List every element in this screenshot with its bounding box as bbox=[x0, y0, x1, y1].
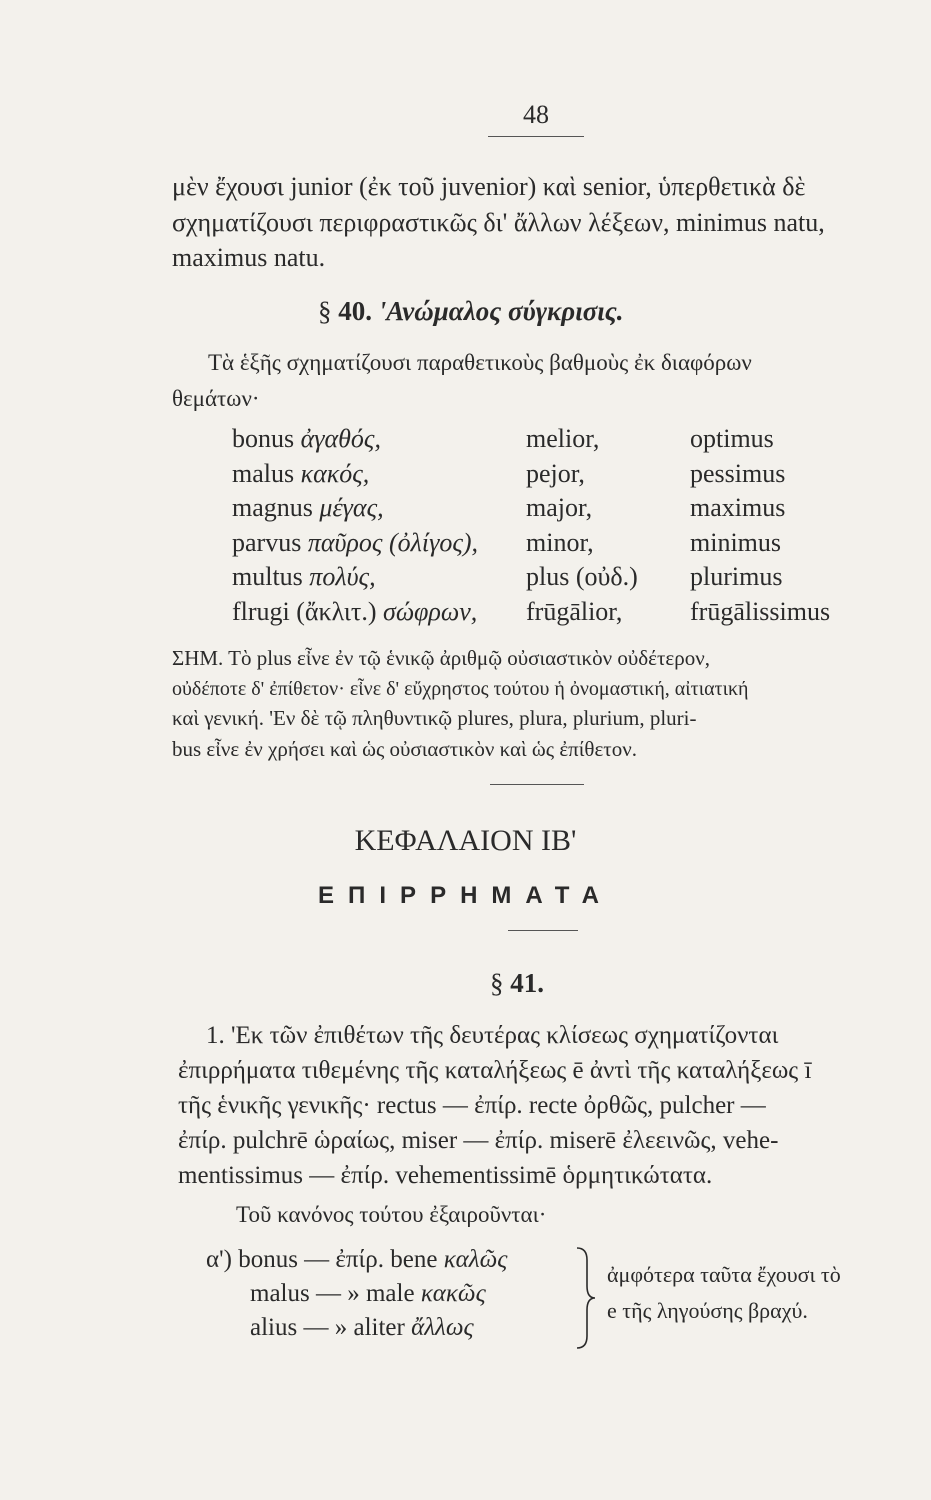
section-40-heading bbox=[318, 296, 624, 327]
exceptions-intro: Τοῦ κανόνος τούτου ἐξαιροῦνται· bbox=[236, 1202, 547, 1227]
chapter-subheading: ΕΠΙΡΡΗΜΑΤΑ bbox=[318, 882, 613, 909]
comparative-cell: melior, bbox=[526, 424, 600, 453]
divider bbox=[490, 784, 584, 785]
paragraph-line: τῆς ἑνικῆς γενικῆς· rectus — ἐπίρ. recte ὀρθῶς, pulcher — bbox=[178, 1092, 766, 1119]
page-number: 48 bbox=[523, 100, 549, 129]
section-symbol: § bbox=[490, 968, 504, 998]
divider bbox=[508, 930, 578, 931]
paragraph-line: 1. 'Εκ τῶν ἐπιθέτων τῆς δευτέρας κλίσεως σχηματίζονται bbox=[206, 1022, 779, 1049]
superlative-cell: plurimus bbox=[690, 562, 783, 591]
comparative-cell: minor, bbox=[526, 527, 594, 557]
note-line: καὶ γενική. 'Εν δὲ τῷ πληθυντικῷ plures, plura, plurium, pluri- bbox=[172, 706, 697, 730]
comparative-cell: frūgālior, bbox=[526, 596, 623, 626]
section-41-heading bbox=[490, 968, 544, 999]
paragraph-line: σχηματίζουσι περιφραστικῶς δι' ἄλλων λέξεων, minimus natu, bbox=[172, 208, 825, 237]
paragraph-line: μὲν ἔχουσι junior (ἐκ τοῦ juvenior) καὶ senior, ὑπερθετικὰ δὲ bbox=[172, 172, 806, 201]
superlative-cell: optimus bbox=[690, 424, 774, 453]
exceptions-list bbox=[206, 1246, 507, 1348]
paragraph-line: ἐπίρ. pulchrē ὡραίως, miser — ἐπίρ. miserē ἐλεεινῶς, vehe- bbox=[178, 1127, 779, 1154]
chapter-heading: ΚΕΦΑΛΑΙΟΝ ΙΒ' bbox=[354, 824, 577, 857]
positive-cell: multus πολύς, bbox=[232, 562, 376, 591]
intro-line: Τὰ ἑξῆς σχηματίζουσι παραθετικοὺς βαθμοὺς ἐκ διαφόρων bbox=[208, 350, 752, 375]
paragraph-line: mentissimus — ἐπίρ. vehementissimē ὁρμητικώτατα. bbox=[178, 1162, 713, 1189]
paragraph-line: maximus natu. bbox=[172, 243, 326, 272]
section-number: 41. bbox=[510, 968, 544, 998]
positive-cell: flrugi (ἄκλιτ.) σώφρων, bbox=[232, 596, 478, 626]
note-line: οὐδέποτε δ' ἐπίθετον· εἶνε δ' εὔχρηστος τούτου ἡ ὀνομαστική, αἰτιατική bbox=[172, 678, 749, 700]
list-item: α') bonus — ἐπίρ. bene καλῶς bbox=[206, 1246, 508, 1273]
note-line: bus εἶνε ἐν χρήσει καὶ ὡς οὐσιαστικὸν καὶ ὡς ἐπίθετον. bbox=[172, 737, 637, 761]
exceptions-note-line: ἀμφότερα ταῦτα ἔχουσι τὸ bbox=[607, 1262, 841, 1287]
list-item: malus — » male κακῶς bbox=[250, 1280, 486, 1307]
list-item: alius — » aliter ἄλλως bbox=[250, 1314, 474, 1341]
positive-cell: malus κακός, bbox=[232, 458, 370, 488]
section-title: 'Ανώμαλος σύγκρισις. bbox=[378, 296, 624, 326]
superlative-cell: maximus bbox=[690, 493, 786, 522]
comparative-cell: pejor, bbox=[526, 458, 585, 488]
paragraph-line: ἐπιρρήματα τιθεμένης τῆς καταλήξεως ē ἀντὶ τῆς καταλήξεως ī bbox=[178, 1057, 812, 1084]
note-line: ΣΗΜ. Τὸ plus εἶνε ἐν τῷ ἑνικῷ ἀριθμῷ οὐσιαστικὸν οὐδέτερον, bbox=[172, 646, 710, 670]
positive-cell: magnus μέγας, bbox=[232, 493, 384, 522]
exceptions-note-line: e τῆς ληγούσης βραχύ. bbox=[607, 1298, 808, 1323]
comparative-cell: major, bbox=[526, 493, 593, 522]
superlative-cell: frūgālissimus bbox=[690, 596, 831, 626]
comparative-cell: plus (οὐδ.) bbox=[526, 562, 638, 591]
intro-line: θεμάτων· bbox=[172, 386, 260, 411]
section-symbol: § bbox=[318, 296, 332, 326]
section-number: 40. bbox=[338, 296, 372, 326]
positive-cell: parvus παῦρος (ὀλίγος), bbox=[232, 527, 479, 557]
right-brace-icon bbox=[575, 1246, 597, 1350]
superlative-cell: pessimus bbox=[690, 458, 786, 488]
superlative-cell: minimus bbox=[690, 527, 782, 557]
page-number-rule bbox=[488, 136, 584, 137]
positive-cell: bonus ἀγαθός, bbox=[232, 424, 381, 453]
